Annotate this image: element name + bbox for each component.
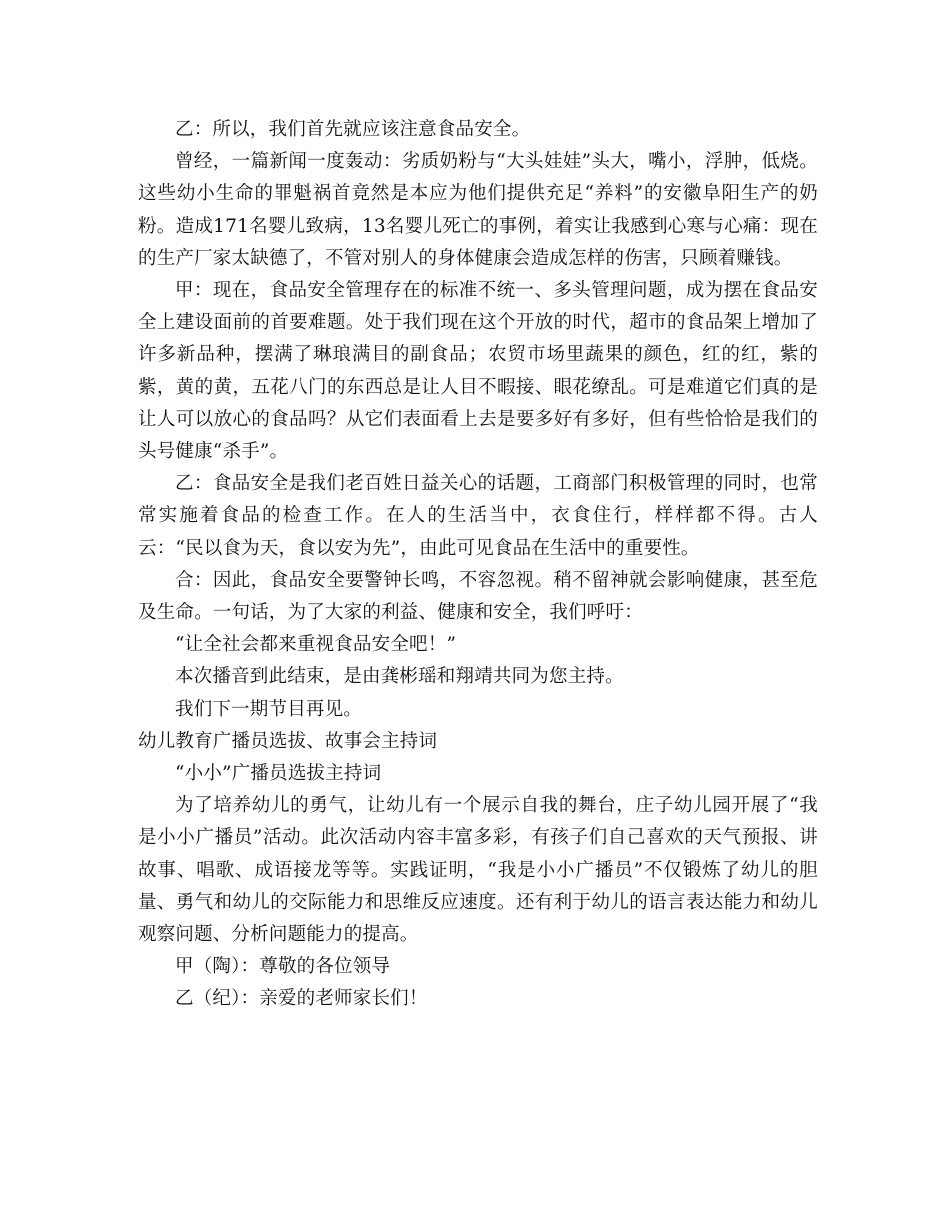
paragraph-5: 合：因此，食品安全要警钟长鸣，不容忽视。稍不留神就会影响健康，甚至危及生命。一句话，为了大家的利益、健康和安全，我们呼吁： — [138, 569, 818, 624]
closing-line-1: 本次播音到此结束，是由龚彬瑶和翔靖共同为您主持。 — [175, 666, 624, 688]
paragraph-3: 甲：现在，食品安全管理存在的标准不统一、多头管理问题，成为摆在食品安全上建设面前的首要难题。处于我们现在这个开放的时代，超市的食品架上增加了许多新品种，摆满了琳琅满目的副食品；农贸市场里蔬果的颜色，红的红，紫的紫，黄的黄，五花八门的东西总是让人目不暇接、眼花缭乱。可是难道它们真的是让人可以放心的食品吗？从它们表面看上去是要多好有多好，但有些恰恰是我们的头号健康“杀手”。 — [138, 280, 818, 463]
paragraph-2: 曾经，一篇新闻一度轰动：劣质奶粉与“大头娃娃”头大，嘴小，浮肿，低烧。这些幼小生命的罪魁祸首竟然是本应为他们提供充足“养料”的安徽阜阳生产的奶粉。造成171名婴儿致病，13名婴儿死亡的事例，着实让我感到心寒与心痛：现在的生产厂家太缺德了，不管对别人的身体健康会造成怎样的伤害，只顾着赚钱。 — [138, 151, 818, 269]
closing-line-2: 我们下一期节目再见。 — [175, 698, 363, 720]
slogan-line: “让全社会都来重视食品安全吧！” — [175, 634, 457, 656]
host-line-1: 甲（陶）：尊敬的各位领导 — [175, 956, 391, 978]
section-heading: 幼儿教育广播员选拔、故事会主持词 — [138, 730, 438, 752]
document-page — [138, 114, 818, 1016]
paragraph-1: 乙：所以，我们首先就应该注意食品安全。 — [175, 119, 531, 140]
section-subheading: “小小”广播员选拔主持词 — [175, 763, 382, 785]
paragraph-4: 乙：食品安全是我们老百姓日益关心的话题，工商部门积极管理的同时，也常常实施着食品的检查工作。在人的生活当中，衣食住行，样样都不得。古人云：“民以食为天，食以安为先”，由此可见食品在生活中的重要性。 — [138, 473, 818, 559]
host-line-2: 乙（纪）：亲爱的老师家长们！ — [175, 988, 428, 1010]
paragraph-intro: 为了培养幼儿的勇气，让幼儿有一个展示自我的舞台，庄子幼儿园开展了“我是小小广播员”活动。此次活动内容丰富多彩，有孩子们自己喜欢的天气预报、讲故事、唱歌、成语接龙等等。实践证明，“我是小小广播员”不仅锻炼了幼儿的胆量、勇气和幼儿的交际能力和思维反应速度。还有利于幼儿的语言表达能力和幼儿观察问题、分析问题能力的提高。 — [138, 795, 818, 946]
